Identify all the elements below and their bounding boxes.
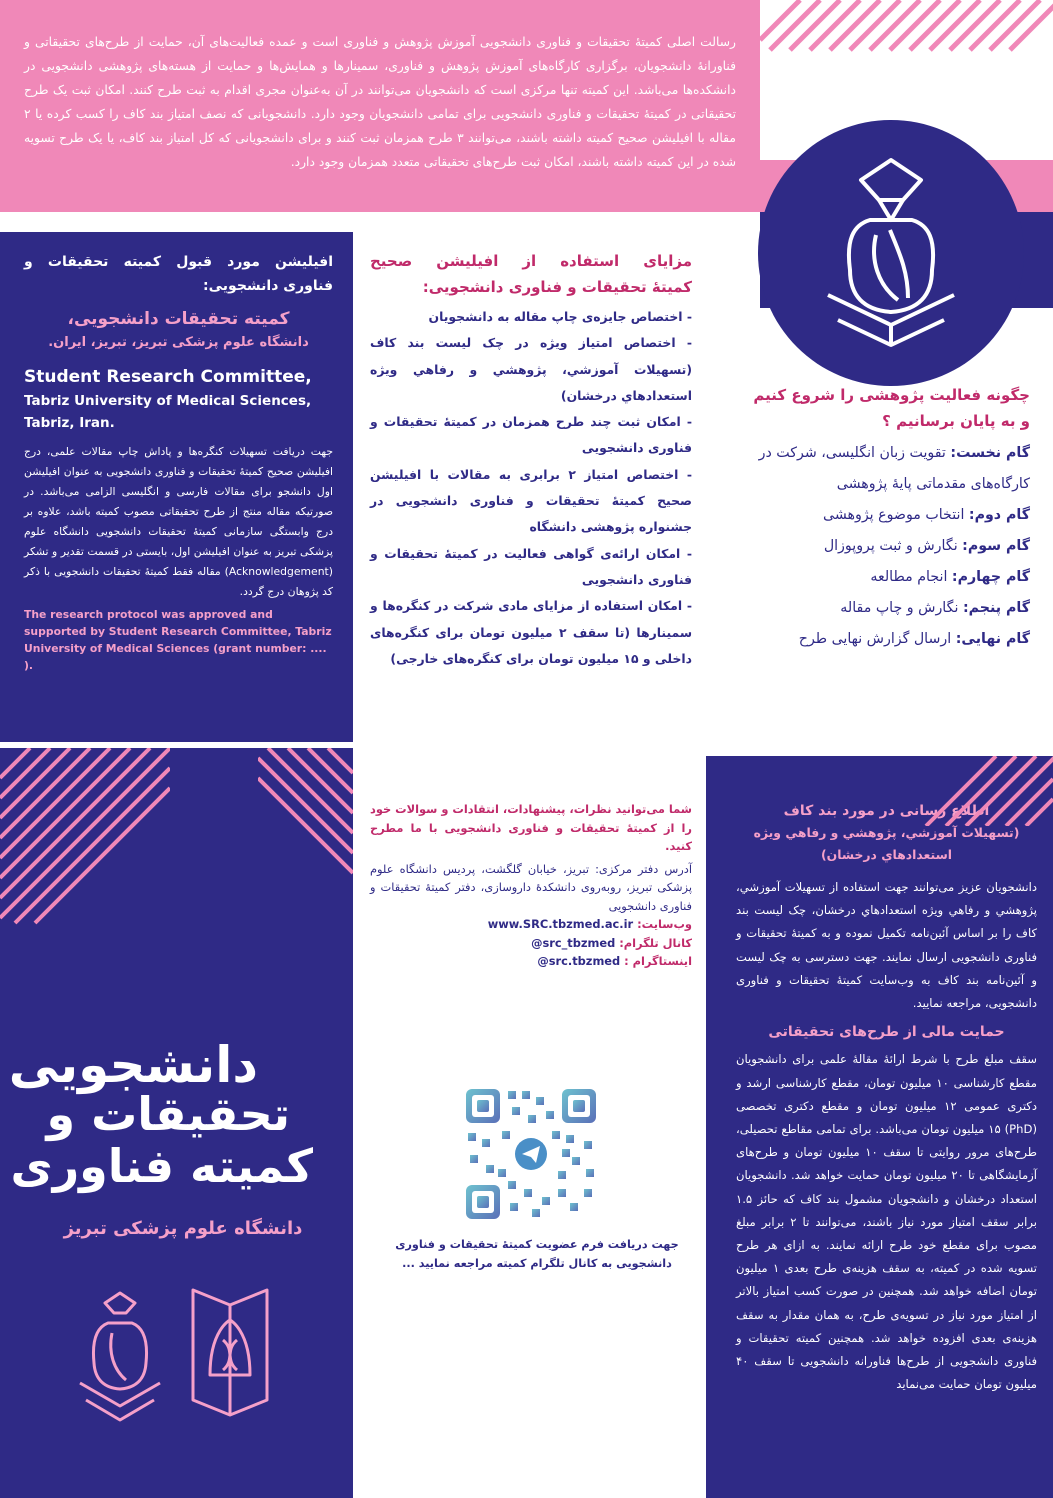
qr-code-image bbox=[462, 1085, 600, 1223]
striped-corner-cover-right bbox=[258, 748, 353, 878]
step-item bbox=[712, 438, 1030, 500]
steps-title-2: و به پایان برسانیم ؟ bbox=[882, 412, 1030, 430]
research-committee-logo-icon bbox=[758, 120, 1024, 386]
benefits-title-1: مزایای استفاده از افیلیشن صحیح bbox=[370, 252, 692, 270]
contact-address: آدرس دفتر مرکزی: تبریز، خیابان گلگشت، پردیس دانشگاه علوم پزشکی تبریز، روبه‌روی دانشکدهٔ داروسازی، دفتر کمیتهٔ تحقیقات و فناوری دانشجویی bbox=[370, 861, 692, 913]
step-text: تقویت زبان انگلیسی، شرکت در کارگاه‌های مقدماتی پایهٔ پژوهشی bbox=[758, 445, 1030, 492]
cover-university: دانشگاه علوم پزشکی تبریز bbox=[63, 1218, 303, 1239]
steps-section bbox=[712, 382, 1030, 682]
affiliation-ack: The research protocol was approved and supported by Student Research Committee, Tabriz University of Medical Sciences (grant number: .... ). bbox=[24, 608, 332, 672]
kaf-support-heading: حمایت مالی از طرح‌های تحقیقاتی bbox=[768, 1024, 1005, 1041]
affiliation-fa-name: کمیته تحقیقات دانشجویی، bbox=[67, 309, 290, 329]
kaf-paragraph-2: سقف مبلغ طرح با شرط ارائهٔ مقالهٔ علمی برای دانشجویان مقطع کارشناسی ۱۰ میلیون تومان، مقطع کارشناسی ارشد و دکتری عمومی ۱۲ میلیون تومان و مقطع دکتری تخصصی (PhD) ۱۵ میلیون تومان می‌باشد. برای تمامی مقاطع تحصیلی، طرح‌های مرور روایتی تا سقف ۱۰ میلیون تومان و طرح‌های آزمایشگاهی تا ۲۰ میلیون تومان حمایت خواهد شد. دانشجویان استعداد درخشان و دانشجویان مشمول بند کاف که حائز ۱.۵ برابر سقف امتیاز مورد نیاز باشند، می‌توانند تا ۲ برابر مبلغ مصوب برای مقطع خود طرح ارائه نمایند. به ازای هر طرح تسویه شده در کمیته، به سقف هزینه‌ی طرح بعدی ۱ میلیون تومان اضافه خواهد شد. همچنین در صورت کسب امتیاز بالاتر از امتیاز مورد نیاز در تسویه‌ی طرح، به همان مقدار به سقف هزینه‌ی بعدی افزوده خواهد شد. همچنین کمیته تحقیقات و فناوری دانشجویی از طرح‌ها فناورانه دانشجویی تا سقف ۴۰ میلیون تومان حمایت می‌نماید bbox=[736, 1052, 1038, 1392]
contact-section bbox=[370, 800, 692, 1030]
list-item: - اختصاص جایزه‌ی چاپ مقاله به دانشجویان bbox=[428, 309, 692, 324]
instagram-label: اینستاگرام : bbox=[624, 954, 692, 968]
step-label: گام سوم: bbox=[962, 538, 1030, 554]
striped-corner-cover bbox=[0, 748, 170, 948]
striped-corner-kaf bbox=[906, 756, 1053, 826]
steps-title-1: چگونه فعالیت پژوهشی را شروع کنیم bbox=[753, 386, 1030, 404]
list-item: - اختصاص امتیاز ۲ برابری به مقالات با افیلیشن صحیح کمیتهٔ تحقیقات و فناوری دانشجویی در جشنواره پژوهشی دانشگاه bbox=[370, 466, 692, 535]
step-item bbox=[712, 593, 1030, 624]
step-label: گام پنجم: bbox=[962, 600, 1030, 616]
website-label: وب‌سایت: bbox=[637, 917, 692, 931]
step-item bbox=[712, 624, 1030, 655]
list-item: - امکان ارائه‌ی گواهی فعالیت در کمیتهٔ تحقیقات و فناوری دانشجویی bbox=[370, 545, 692, 587]
contact-instagram-row bbox=[370, 952, 692, 971]
cover-title-line-1: دانشجویی bbox=[8, 1036, 258, 1094]
affiliation-body: جهت دریافت تسهیلات کنگره‌ها و پاداش چاپ مقالات علمی، درج افیلیشن صحیح کمیتهٔ تحقیقات و فناوری دانشجویی به عنوان افیلیشن اول دانشجو برای مقالات فارسی و انگلیسی الزامی می‌باشد. در صورتیکه مقاله منتج از طرح تحقیقاتی مصوب کمیته باشد، علاوه بر درج وابستگی سازمانی کمیتهٔ تحقیقات دانشجویی دانشگاه علوم پزشکی تبریز به عنوان افیلیشن اول، بایستی در قسمت تقدیر و تشکر (Acknowledgement) مقاله فقط کمیتهٔ تحقیقات دانشجویی با ذکر کد پژوهان درج گردد. bbox=[24, 445, 333, 598]
kaf-panel bbox=[706, 756, 1053, 1498]
cover-title-line-2: تحقیقات و bbox=[46, 1087, 290, 1141]
logo-circle bbox=[758, 120, 1024, 386]
affiliation-en-line-3: Tabriz, Iran. bbox=[24, 415, 115, 431]
list-item: - اختصاص امتیاز ویژه در چک لیست بند کاف (تسهیلات آموزشي، پژوهشي و رفاهي ويژه استعدادهاي درخشان) bbox=[370, 335, 692, 403]
qr-caption-text: جهت دریافت فرم عضویت کمیتهٔ تحقیقات و فناوری دانشجویی به کانال تلگرام کمیته مراجعه نمایید ... bbox=[395, 1238, 679, 1270]
university-emblem-icon bbox=[185, 1280, 275, 1420]
telegram-link[interactable]: @src_tbzmed bbox=[531, 935, 616, 950]
cover-panel bbox=[0, 748, 353, 1498]
affiliation-heading: افیلیشن مورد قبول کمیته تحقیقات و فناوری دانشجویی: bbox=[24, 254, 333, 294]
affiliation-fa-sub: دانشگاه علوم پزشکی تبریز، تبریز، ایران. bbox=[48, 335, 309, 350]
step-item bbox=[712, 562, 1030, 593]
mission-text: رسالت اصلی کمیتهٔ تحقیقات و فناوری دانشجویی آموزش پژوهش و فناوری است و عمده فعالیت‌های آن، حمایت از طرح‌های تحقیقاتی و فناورانهٔ دانشجویان، برگزاری کارگاه‌های آموزش پژوهش و فناوری، سمینارها و همایش‌ها و حمایت از هسته‌های پژوهشی دانشجویی در دانشکده‌ها می‌باشد. این کمیته تنها مرکزی است که دانشجویان می‌توانند در آن به‌عنوان مجری اقدام به ثبت طرح کنند. امکان ثبت یک طرح تحقیقاتی در کمیتهٔ تحقیقات و فناوری دانشجویی برای تمامی دانشجویان وجود دارد. دانشجویانی که نصف امتیاز بند کاف را کسب کرده یا ۲ مقاله با افیلیشن صحیح کمیته داشته باشند، می‌توانند ۳ طرح همزمان ثبت کنند و برای دانشجویانی که کل امتیاز بند کاف، یا یک طرح تسویه شده در این کمیته داشته باشند، امکان ثبت طرح‌های تحقیقاتی متعدد همزمان وجود دارد. bbox=[24, 35, 736, 169]
contact-website-row bbox=[370, 915, 692, 934]
list-item: - امکان استفاده از مزایای مادی شرکت در کنگره‌ها و سمینارها (تا سقف ۲ میلیون تومان برای کنگره‌های داخلی و ۱۵ میلیون تومان برای کنگره‌های خارجی) bbox=[370, 598, 693, 666]
benefits-list bbox=[370, 304, 692, 672]
step-item bbox=[712, 531, 1030, 562]
contact-telegram-row bbox=[370, 934, 692, 953]
step-text: انجام مطالعه bbox=[870, 569, 952, 585]
step-text: نگارش و ثبت پروپوزال bbox=[823, 538, 963, 554]
research-committee-logo-icon bbox=[60, 1288, 180, 1428]
affiliation-en-line-1: Student Research Committee, bbox=[24, 367, 312, 387]
contact-intro: شما می‌توانید نظرات، پیشنهادات، انتقادات و سوالات خود را از کمیتهٔ تحقیقات و فناوری دانشجویی با ما مطرح کنید. bbox=[370, 802, 692, 853]
step-item bbox=[712, 500, 1030, 531]
step-label: گام نخست: bbox=[950, 445, 1030, 461]
benefits-title-2: کمیتهٔ تحقیقات و فناوری دانشجویی: bbox=[422, 278, 692, 296]
website-link[interactable]: www.SRC.tbzmed.ac.ir bbox=[487, 917, 634, 931]
list-item: - امکان ثبت چند طرح همزمان در کمیتهٔ تحقیقات و فناوری دانشجویی bbox=[370, 414, 692, 456]
benefits-section bbox=[370, 248, 692, 728]
step-text: نگارش و چاپ مقاله bbox=[840, 600, 963, 616]
instagram-link[interactable]: @src.tbzmed bbox=[537, 954, 621, 968]
cover-title-line-3: کمیته فناوری bbox=[10, 1139, 313, 1193]
step-text: ارسال گزارش نهایی طرح bbox=[798, 631, 956, 647]
affiliation-en-line-2: Tabriz University of Medical Sciences, bbox=[24, 393, 312, 409]
telegram-label: کانال تلگرام: bbox=[619, 935, 692, 950]
kaf-paragraph-1: دانشجویان عزیز می‌توانند جهت استفاده از تسهیلات آموزشي، پژوهشي و رفاهي ويژه استعدادهاي درخشان، چک لیست بند کاف را بر اساس آئین‌نامه تکمیل نموده و به کمیتهٔ تحقیقات و فناوری دانشجویی ارسال نمایند. جهت دسترسی به چک لیست و آئین‌نامه بند کاف به وب‌سایت کمیتهٔ تحقیقات و فناوری دانشجویی، مراجعه نمایید. bbox=[736, 880, 1037, 1011]
affiliation-panel bbox=[0, 232, 353, 742]
step-label: گام چهارم: bbox=[951, 569, 1030, 585]
kaf-subtitle: (تسهیلات آموزشي، پژوهشي و رفاهي ويژه استعدادهاي درخشان) bbox=[753, 825, 1020, 862]
step-label: گام دوم: bbox=[968, 507, 1030, 523]
kaf-title: اطلاع رسانی در مورد بند کاف bbox=[783, 803, 990, 819]
qr-code[interactable] bbox=[462, 1085, 600, 1223]
mission-panel bbox=[0, 0, 760, 212]
step-label: گام نهایی: bbox=[955, 631, 1030, 647]
step-text: انتخاب موضوع پژوهشی bbox=[823, 507, 969, 523]
qr-caption bbox=[392, 1235, 682, 1273]
